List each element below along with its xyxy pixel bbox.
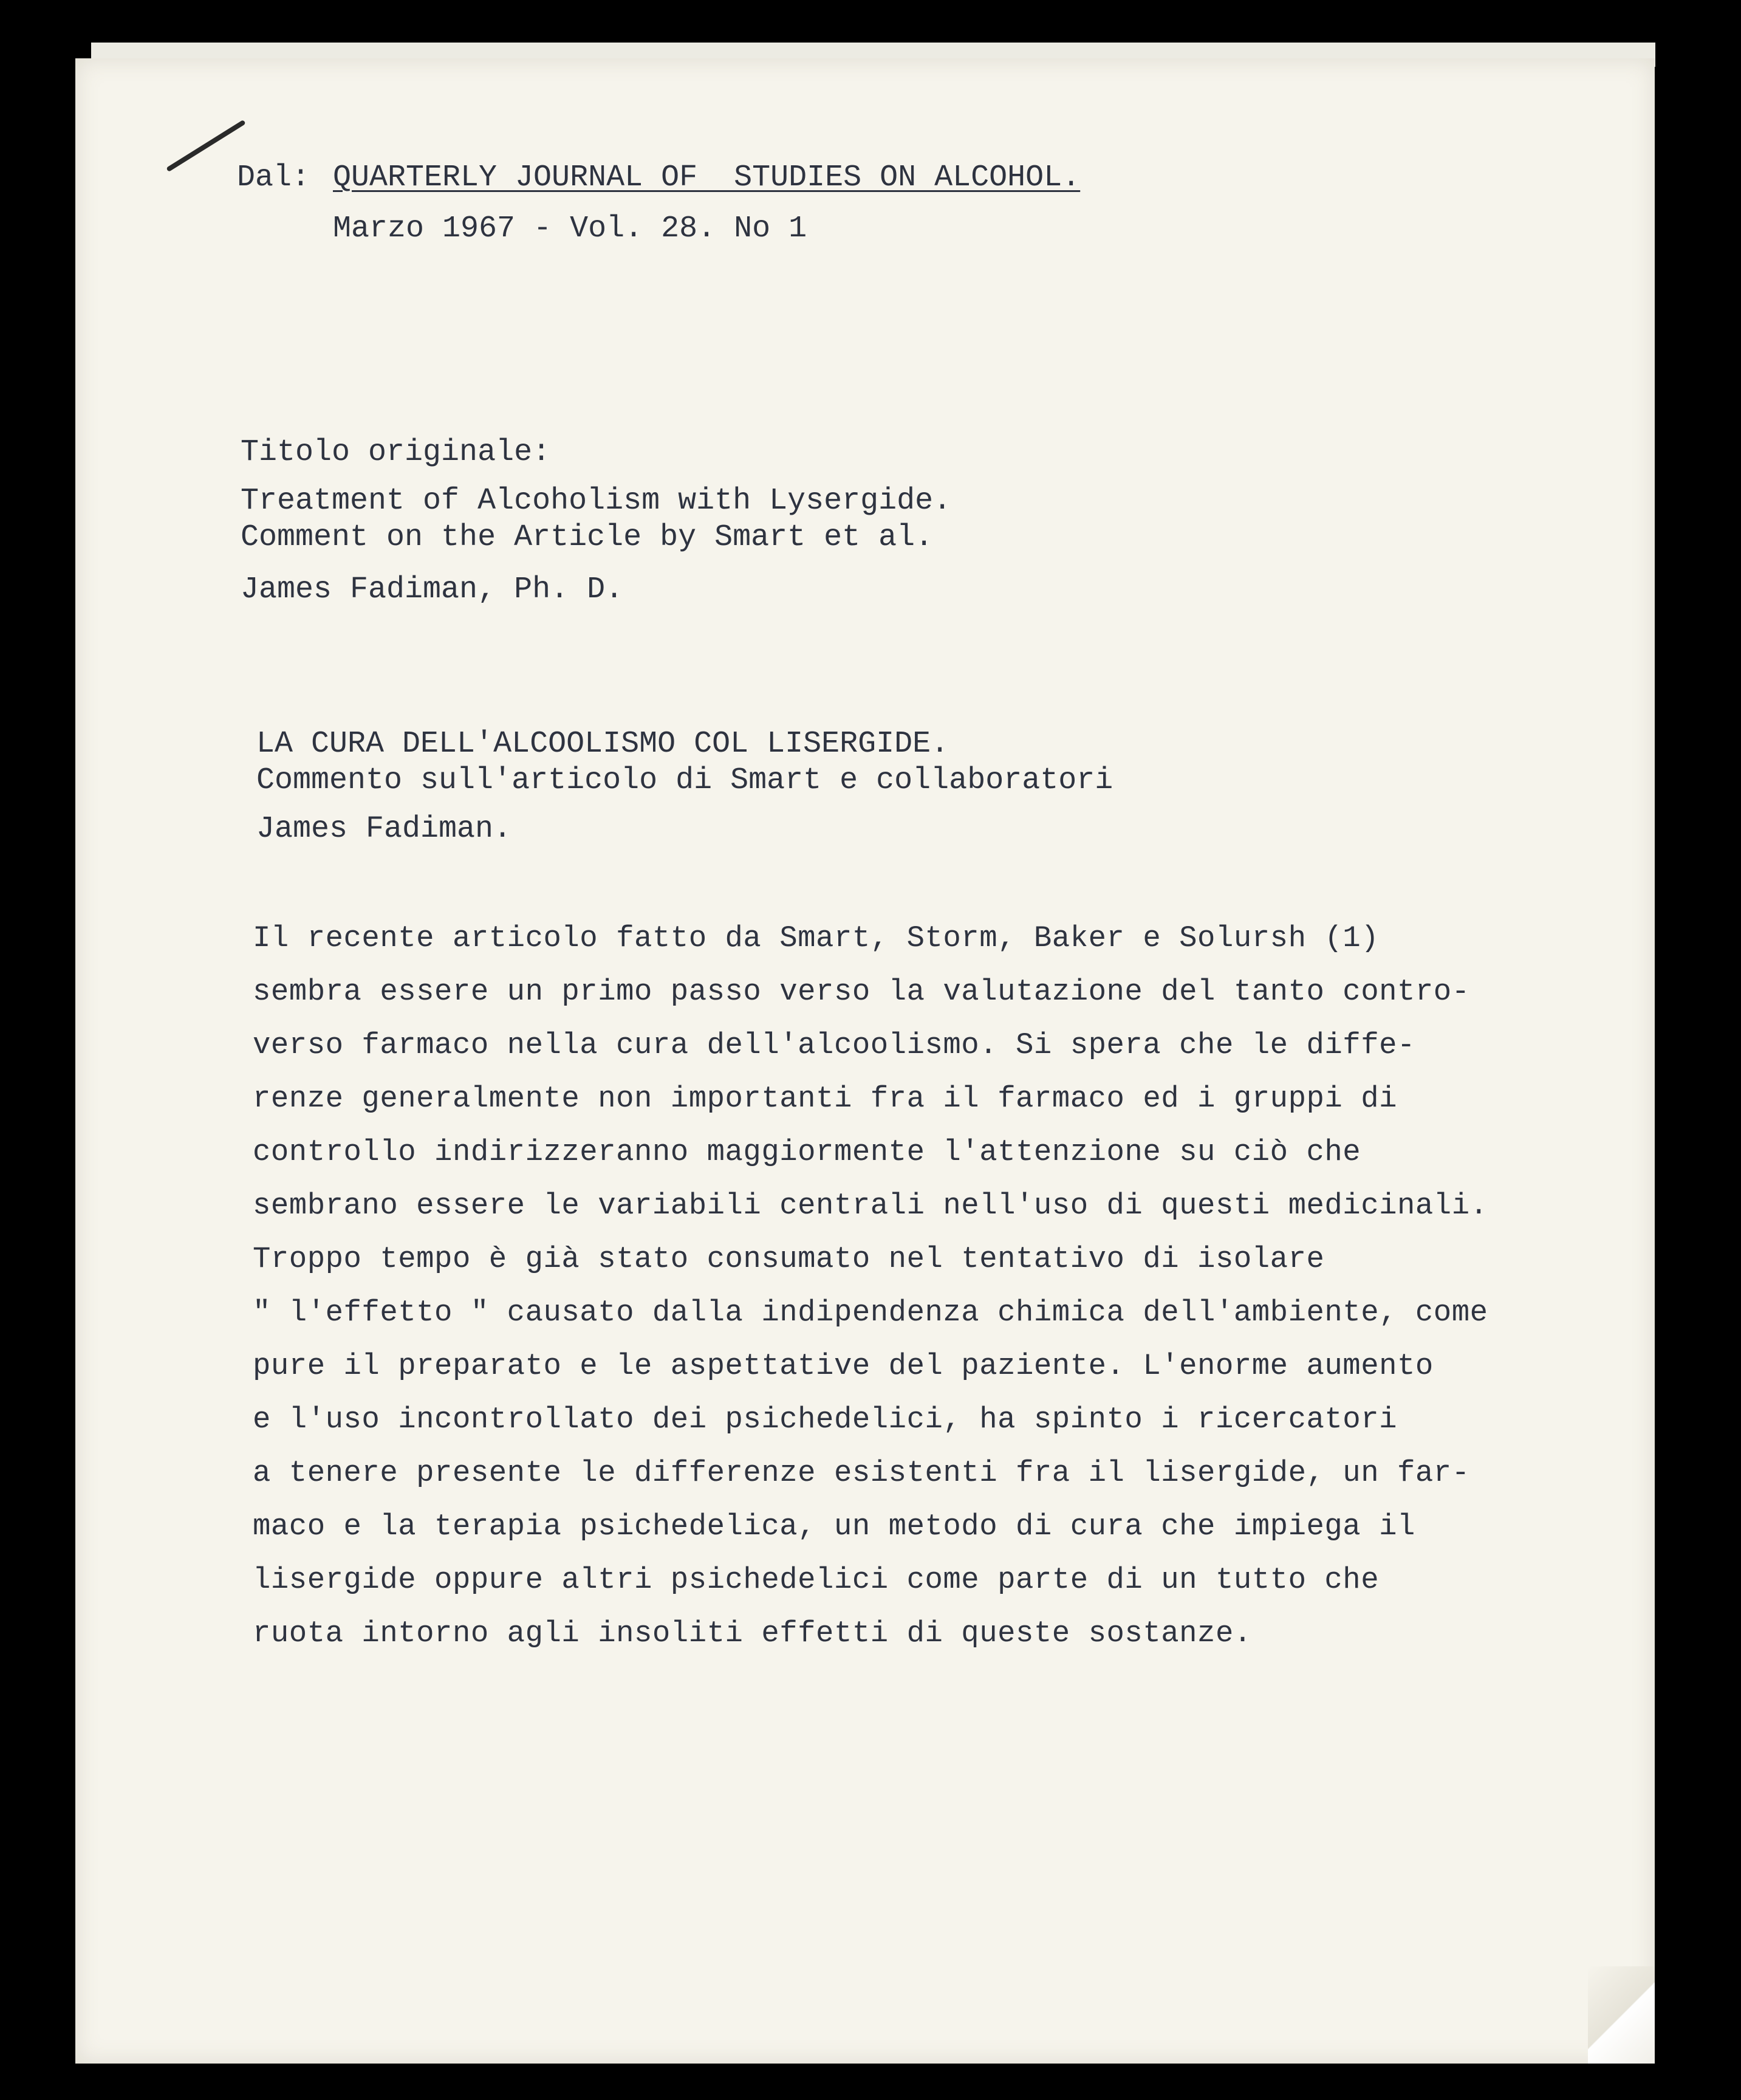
body-line: ruota intorno agli insoliti effetti di queste sostanze. [253, 1616, 1252, 1650]
source-prefix: Dal: [237, 160, 310, 195]
body-line: lisergide oppure altri psichedelici come parte di un tutto che [253, 1563, 1380, 1597]
body-line: renze generalmente non importanti fra il farmaco ed i gruppi di [253, 1082, 1398, 1116]
original-title-line2: Comment on the Article by Smart et al. [241, 520, 934, 555]
body-line: e l'uso incontrollato dei psichedelici, ha spinto i ricercatori [253, 1402, 1398, 1436]
body-line: maco e la terapia psichedelica, un metodo di cura che impiega il [253, 1509, 1415, 1543]
staple-icon [166, 120, 245, 172]
body-line: pure il preparato e le aspettative del paziente. L'enorme aumento [253, 1349, 1434, 1383]
body-line: a tenere presente le differenze esistenti fra il lisergide, un far- [253, 1456, 1470, 1490]
journal-name: QUARTERLY JOURNAL OF STUDIES ON ALCOHOL. [333, 160, 1081, 195]
original-title-line1: Treatment of Alcoholism with Lysergide. [241, 484, 952, 518]
translated-author: James Fadiman. [256, 812, 512, 846]
body-line: " l'effetto " causato dalla indipendenza chimica dell'ambiente, come [253, 1295, 1488, 1330]
body-line: Il recente articolo fatto da Smart, Storm, Baker e Solursh (1) [253, 921, 1380, 955]
body-line: verso farmaco nella cura dell'alcoolismo. Si spera che le diffe- [253, 1028, 1415, 1062]
body-line: controllo indirizzeranno maggiormente l'attenzione su ciò che [253, 1135, 1361, 1169]
translated-subtitle: Commento sull'articolo di Smart e collaboratori [256, 763, 1113, 798]
body-line: Troppo tempo è già stato consumato nel tentativo di isolare [253, 1242, 1325, 1276]
folded-corner [1588, 1966, 1655, 2064]
original-author: James Fadiman, Ph. D. [241, 572, 624, 607]
paper-page [75, 58, 1655, 2064]
translated-title: LA CURA DELL'ALCOOLISMO COL LISERGIDE. [256, 727, 949, 761]
journal-issue: Marzo 1967 - Vol. 28. No 1 [333, 211, 807, 246]
body-line: sembrano essere le variabili centrali nell'uso di questi medicinali. [253, 1189, 1488, 1223]
body-line: sembra essere un primo passo verso la valutazione del tanto contro- [253, 975, 1470, 1009]
original-title-label: Titolo originale: [241, 435, 551, 470]
